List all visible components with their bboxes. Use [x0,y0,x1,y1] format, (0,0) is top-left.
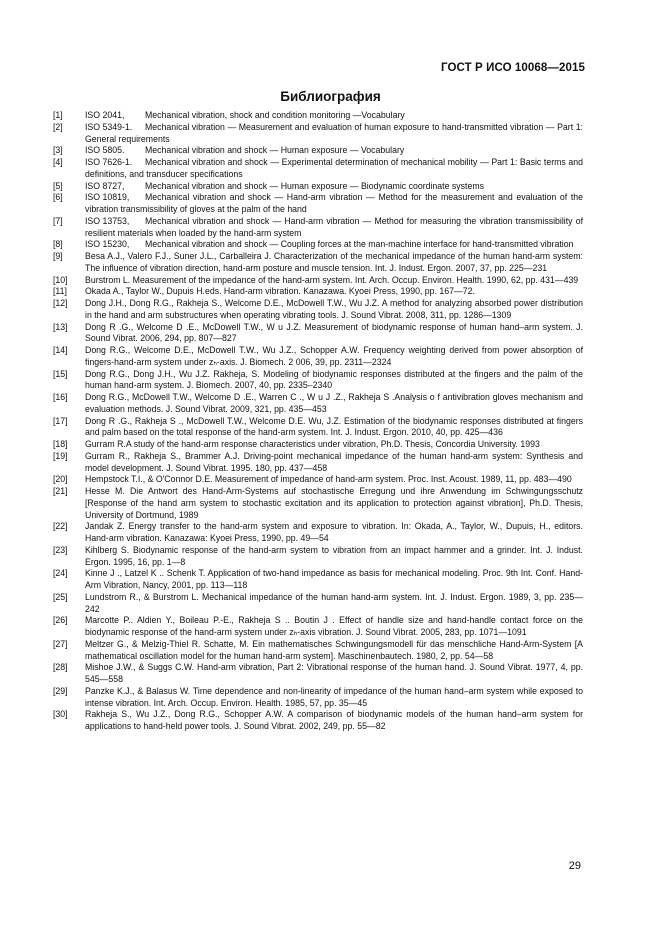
reference-item [53,345,583,369]
reference-body: Lundstrom R., & Burstrom L. Mechanical impedance of the human hand-arm system. Int. J. Indust. Ergon. 1989, 3, pp. 235—242 [85,591,583,614]
standard-code: ISO 10819, [85,192,130,203]
reference-text [85,686,583,710]
page-title: Библиография [280,89,381,104]
reference-number: [29] [53,685,68,696]
reference-number: [14] [53,345,68,355]
reference-number: [15] [53,368,68,379]
reference-body: Hesse M. Die Antwort des Hand-Arm-Systems auf stochastische Erregung und ihre Anwendung im Schwingungsschutz [Response of the hand arm system to stochastic excitation and its application to protection against vibration], Ph.D. Thesis, University of Dortmund, 1989 [85,486,583,520]
reference-number: [6] [53,192,63,203]
reference-number: [21] [53,486,68,496]
reference-text [85,568,583,592]
reference-item [53,122,583,146]
reference-item [53,545,583,569]
reference-body: Dong R.G., Welcome D.E., McDowell T.W., Wu J.Z., Schopper A.W. Frequency weighting derived from power absorption of fingers-hand-arm system under zₕ-axis. J. Biomech. 2 006, 39, pp. 2311—2324 [85,345,583,367]
reference-number: [23] [53,544,68,555]
reference-number: [24] [53,568,68,579]
reference-text [85,451,583,475]
reference-number: [1] [53,110,63,120]
reference-body: Gurram R.A study of the hand-arm response characteristics under vibration, Ph.D. Thesis, Concordia University. 1993 [85,439,540,449]
reference-body: Dong J.H., Dong R.G., Rakheja S., Welcome D.E., McDowell T.W., Wu J.Z. A method for analyzing absorbed power distribution in the hand and arm substructures when operating vibrating tools. J. Sound Vibrat. 2008, 311, pp. 1286—1309 [85,298,583,320]
reference-number: [10] [53,274,68,285]
reference-body: Burstrom L. Measurement of the impedance of the hand-arm system. Int. Arch. Occup. Environ. Health. 1990, 62, pp. 431—439 [85,274,579,285]
reference-number: [17] [53,415,68,426]
reference-text [85,345,583,369]
reference-text [85,286,583,298]
reference-body: Marcotte P.. Aldien Y., Boileau P.-E., Rakheja S .. Boutin J . Effect of handle size and hand-handle contact force on the biodynamic response of the hand-arm system under zₕ-axis vibration. J. Sound Vibrat. 2005, 283, pp. 1071—1091 [85,615,583,637]
reference-text [85,615,583,639]
reference-item [53,416,583,440]
reference-number: [9] [53,251,63,261]
reference-text [85,216,583,240]
reference-text [85,474,583,486]
reference-item [53,298,583,322]
reference-number: [28] [53,662,68,673]
reference-text [85,392,583,416]
reference-text [85,416,583,440]
reference-item [53,686,583,710]
reference-body: Mechanical vibration and shock — Coupling forces at the man-machine interface for hand-transmitted vibration [145,239,574,250]
reference-item [53,110,583,122]
reference-item [53,181,583,193]
reference-item [53,322,583,346]
reference-number: [2] [53,121,63,132]
reference-number: [7] [53,215,63,226]
reference-item [53,251,583,275]
reference-body: Dong R.G., Dong J.H., Wu J.Z. Rakheja, S. Modeling of biodynamic responses distributed at the fingers and the palm of the human hand-arm system. J. Biomech. 2007, 40, pp. 2335–2340 [85,368,583,391]
reference-item [53,486,583,521]
reference-text [85,192,583,216]
reference-body: Mechanical vibration and shock — Hand-arm vibration — Method for the measurement and evaluation of the vibration transmissibility of gloves at the palm of the hand [85,192,583,214]
reference-text [85,239,583,251]
reference-body: Mechanical vibration and shock — Hand-arm vibration — Method for measuring the vibration transmissibility of resilient materials when loaded by the hand-arm system [85,215,583,238]
reference-item [53,615,583,639]
reference-body: Mechanical vibration and shock — Experimental determination of mechanical mobility — Part 1: Basic terms and definitions, and transducer specifications [85,157,583,179]
reference-number: [20] [53,474,68,485]
reference-body: Okada A., Taylor W., Dupuis H.eds. Hand-arm vibration. Kanazawa. Kyoei Press, 1990, pp. 167—72. [85,286,475,297]
reference-item [53,451,583,475]
reference-body: Dong R .G., Welcome D .E., McDowell T.W., W u J.Z. Measurement of biodynamic response of human hand–arm system. J. Sound Vibrat. 2006, 294, pp. 807—827 [85,321,583,344]
reference-number: [5] [53,180,63,191]
reference-text [85,110,583,122]
reference-text [85,181,583,193]
reference-body: Panzke K.J., & Balasus W. Time dependence and non-linearity of impedance of the human hand–arm system while exposed to intense vibration. Int. Arch. Occup. Environ. Health. 1985, 57, pp. 35—45 [85,685,583,708]
standard-code: ISO 5349-1. [85,121,133,132]
reference-body: Jandak Z. Energy transfer to the hand-arm system and exposure to vibration. In: Okada, A., Taylor, W., Dupuis, H., editors. Hand-arm vibration. Kanazawa: Kyoei Press, 1990, pp. 49—54 [85,521,583,543]
reference-text [85,592,583,616]
reference-body: Kinne J ., Latzel K .. Schenk T. Application of two-hand impedance as basis for mechanical modeling. Proc. 9th Int. Conf. Hand-Arm Vibration, Nancy, 2001, pp. 113—118 [85,568,583,590]
reference-text [85,122,583,146]
reference-text [85,275,583,287]
reference-item [53,439,583,451]
standard-code: ISO 5805. [85,145,125,156]
reference-body: Hempstock T.I., & O'Connor D.E. Measurement of impedance of hand-arm system. Proc. Inst. Acoust. 1989, 11, pp. 483—490 [85,474,572,485]
reference-item [53,662,583,686]
reference-body: Mechanical vibration and shock — Human exposure — Biodynamic coordinate systems [145,180,484,191]
reference-body: Meltzer G., & Melzig-Thiel R. Schatte, M. Ein mathematisches Schwingungsmodell für das menschliche Hand-Arm-System [A mathematical oscillation model for the human hand-arm system]. Maschinenbautech. 1980, 2, pp. 54—58 [85,638,583,661]
reference-item [53,286,583,298]
reference-number: [27] [53,638,68,649]
reference-body: Gurram R., Rakheja S., Brammer A.J. Driving-point mechanical impedance of the human hand-arm system: Synthesis and model development. J. Sound Vibrat. 1995. 180, pp. 437—458 [85,450,583,473]
reference-body: Mishoe J.W., & Suggs C.W. Hand-arm vibration, Part 2: Vibrational response of the human hand. J. Sound Vibrat. 1977, 4, pp. 545—558 [85,662,583,684]
reference-text [85,251,583,275]
reference-body: Mechanical vibration and shock — Human exposure — Vocabulary [145,145,405,156]
reference-body: Dong R .G., Rakheja S ., McDowell T.W., Welcome D.E. Wu, J.Z. Estimation of the biodynamic responses distributed at fingers and palm based on the total response of the hand-arm system. Int. J. Indust. Ergon. 2010, 40, pp. 425—436 [85,415,583,438]
reference-text [85,486,583,521]
reference-item [53,709,583,733]
reference-number: [30] [53,709,68,720]
reference-text [85,545,583,569]
reference-item [53,157,583,181]
reference-number: [19] [53,450,68,461]
reference-number: [8] [53,239,63,250]
reference-item [53,275,583,287]
reference-body: Mechanical vibration, shock and condition monitoring —Vocabulary [145,110,405,120]
reference-item [53,392,583,416]
reference-item [53,592,583,616]
reference-text [85,662,583,686]
reference-text [85,639,583,663]
reference-number: [26] [53,615,68,626]
reference-text [85,521,583,545]
document-code: ГОСТ Р ИСО 10068—2015 [440,62,585,74]
reference-text [85,145,583,157]
reference-text [85,298,583,322]
reference-text [85,709,583,733]
reference-item [53,216,583,240]
standard-code: ISO 2041, [85,110,125,120]
reference-number: [25] [53,591,68,602]
standard-code: ISO 7626-1. [85,157,133,167]
reference-text [85,439,583,451]
reference-text [85,157,583,181]
reference-item [53,521,583,545]
reference-number: [18] [53,439,68,449]
reference-body: Kihlberg S. Biodynamic response of the hand-arm system to vibration from an impact hammer and a grinder. Int. J. Indust. Ergon. 1995, 16, pp. 1—8 [85,544,583,567]
reference-text [85,322,583,346]
reference-number: [16] [53,392,68,402]
reference-text [85,369,583,393]
reference-number: [11] [53,286,67,297]
reference-body: Mechanical vibration — Measurement and evaluation of human exposure to hand-transmitted vibration — Part 1: General requirements [85,121,583,144]
reference-number: [3] [53,145,63,156]
reference-number: [13] [53,321,68,332]
reference-item [53,369,583,393]
reference-item [53,639,583,663]
reference-item [53,239,583,251]
reference-item [53,568,583,592]
reference-number: [22] [53,521,68,532]
page-number: 29 [568,860,581,872]
standard-code: ISO 13753, [85,215,130,226]
reference-number: [12] [53,298,68,308]
reference-body: Besa A.J., Valero F.J., Suner J.L., Carballeira J. Characterization of the mechanical impedance of the human hand-arm system: The influence of vibration direction, hand-arm posture and muscle tension. Int. J. Indust. Ergon. 2007, 37, pp. 225—231 [85,251,583,273]
reference-list [53,110,583,733]
reference-number: [4] [53,157,63,167]
reference-item [53,474,583,486]
reference-body: Rakheja S., Wu J.Z., Dong R.G., Schopper A.W. A comparison of biodynamic models of the human hand–arm system for applications to hand-held power tools. J. Sound Vibrat. 2002, 249, pp. 55—82 [85,709,583,731]
standard-code: ISO 8727, [85,180,125,191]
standard-code: ISO 15230, [85,239,130,250]
reference-body: Dong R.G., McDowell T.W., Welcome D .E., Warren C ., W u J .Z., Rakheja S .Analysis o f antivibration gloves mechanism and evaluation methods. J. Sound Vibrat. 2009, 321, pp. 435—453 [85,392,583,414]
reference-item [53,145,583,157]
reference-item [53,192,583,216]
